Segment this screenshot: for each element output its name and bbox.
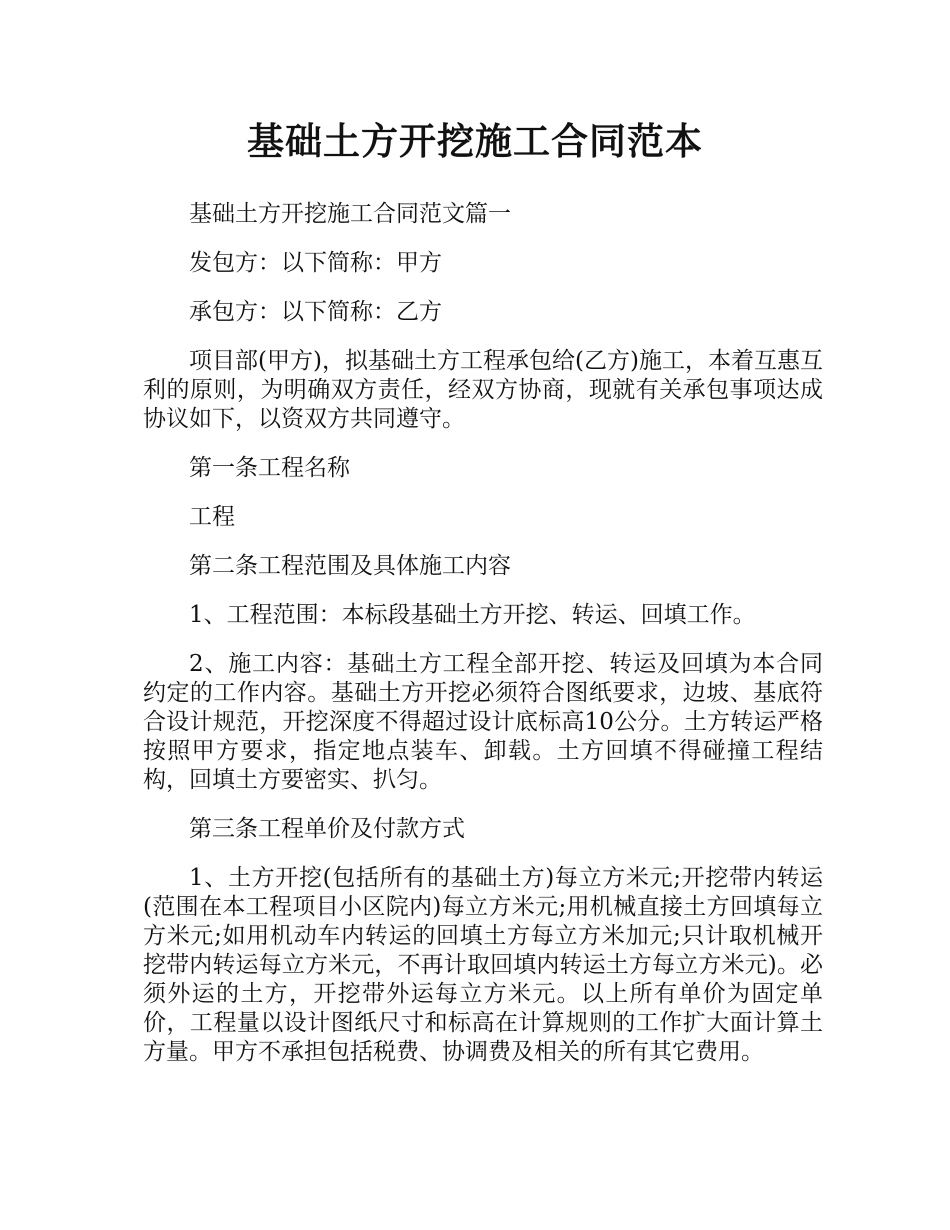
- paragraph-party-a: 发包方：以下简称：甲方: [189, 250, 442, 276]
- paragraph-scope: 1、工程范围：本标段基础土方开挖、转运、回填工作。: [189, 602, 756, 628]
- paragraph-article-2-heading: 第二条工程范围及具体施工内容: [189, 553, 511, 579]
- paragraph-project-name: 工程: [189, 504, 235, 530]
- paragraph-article-1-heading: 第一条工程名称: [189, 455, 350, 481]
- document-body: [143, 200, 823, 1087]
- paragraph-article-3-heading: 第三条工程单价及付款方式: [189, 816, 465, 842]
- paragraph-section-heading: 基础土方开挖施工合同范文篇一: [189, 201, 511, 227]
- paragraph-preamble: 项目部(甲方)，拟基础土方工程承包给(乙方)施工，本着互惠互利的原则，为明确双方责任，经双方协商，现就有关承包事项达成协议如下，以资双方共同遵守。: [143, 348, 823, 432]
- paragraph-work-content: 2、施工内容：基础土方工程全部开挖、转运及回填为本合同约定的工作内容。基础土方开挖必须符合图纸要求，边坡、基底符合设计规范，开挖深度不得超过设计底标高10公分。土方转运严格按照甲方要求，指定地点装车、卸载。土方回填不得碰撞工程结构，回填土方要密实、扒匀。: [143, 651, 823, 793]
- document-title: 基础土方开挖施工合同范本: [247, 120, 703, 163]
- paragraph-party-b: 承包方：以下简称：乙方: [189, 299, 442, 325]
- paragraph-unit-price: 1、土方开挖(包括所有的基础土方)每立方米元;开挖带内转运(范围在本工程项目小区院内)每立方米元;用机械直接土方回填每立方米元;如用机动车内转运的回填土方每立方米加元;只计取机械开挖带内转运每立方米元，不再计取回填内转运土方每立方米元)。必须外运的土方，开挖带外运每立方米元。以上所有单价为固定单价，工程量以设计图纸尺寸和标高在计算规则的工作扩大面计算土方量。甲方不承担包括税费、协调费及相关的所有其它费用。: [143, 865, 823, 1065]
